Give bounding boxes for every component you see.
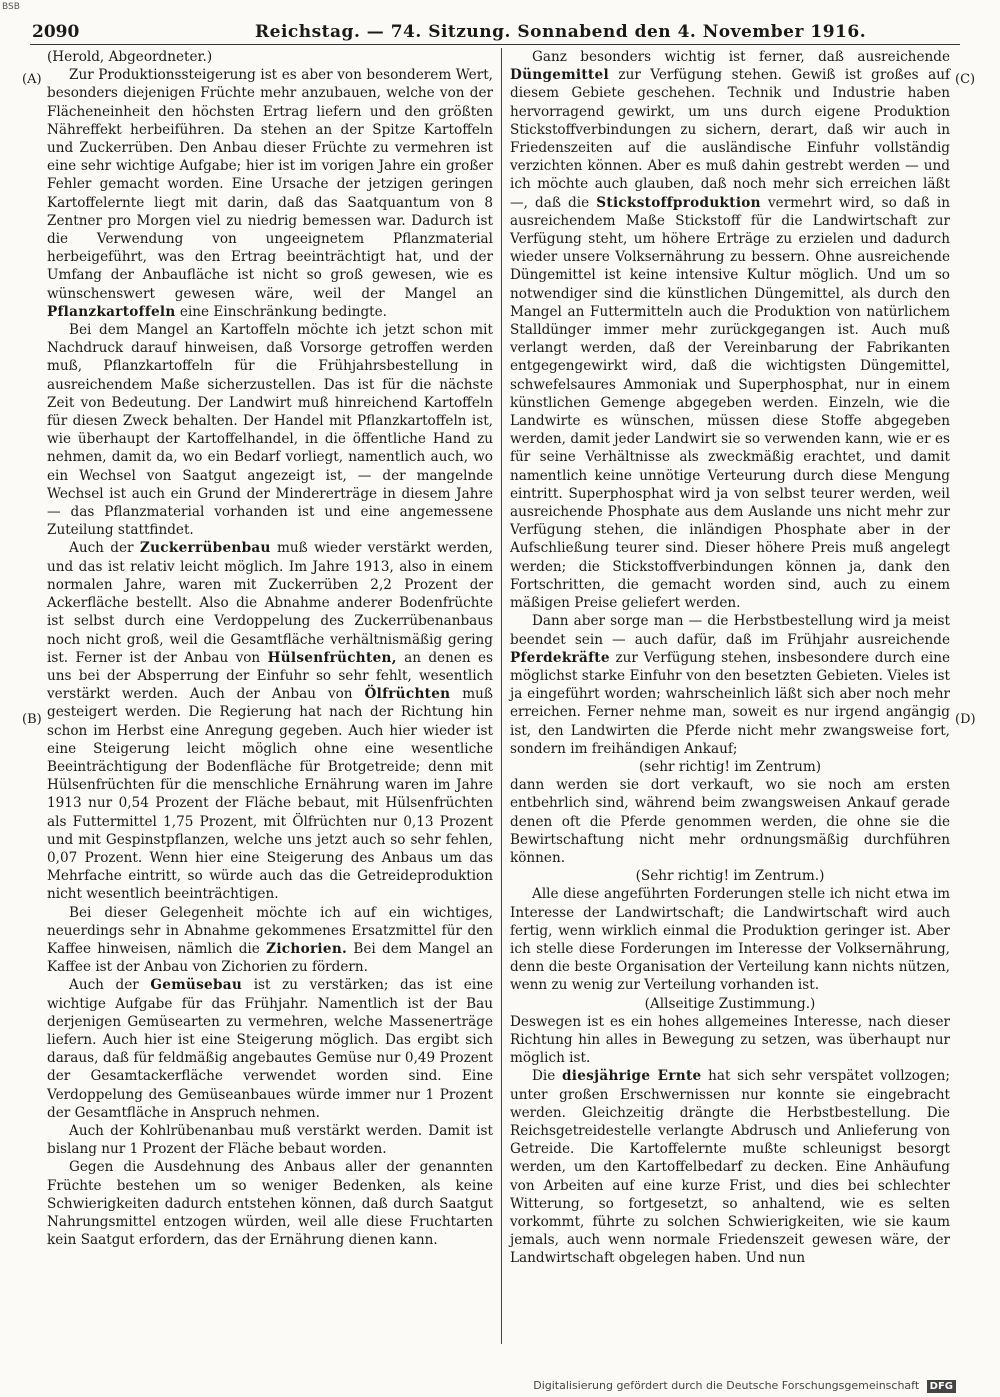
paragraph: Dann aber sorge man — die Herbstbestellung wird ja meist beendet sein — auch dafür, daß im Frühjahr ausreichende Pferdekräfte zur Verfügung stehen, insbesondere durch eine möglichst starke Einfuhr von den besetzten Gebieten. Vieles ist ja eingeführt worden; wahrscheinlich läßt sich aber noch mehr erreichen. Ferner nehme man, soweit es nur irgend angängig ist, den Landwirten die Pferde nicht mehr zwangsweise fort, sondern im freihändigen Ankauf; <box>510 613 950 757</box>
column-divider <box>501 48 502 1344</box>
paragraph: Bei dem Mangel an Kartoffeln möchte ich jetzt schon mit Nachdruck darauf hinweisen, daß Vorsorge getroffen werden muß, Pflanzkartoffeln für die Frühjahrsbestellung in ausreichendem Maße sicherzustellen. Das ist für die nächste Zeit von Bedeutung. Der Landwirt muß hinreichend Kartoffeln für diesen Zweck behalten. Der Handel mit Pflanzkartoffeln ist, wie überhaupt der Kartoffelhandel, in die öffentliche Hand zu nehmen, damit da, wo ein Bedarf vorliegt, namentlich auch, wo ein Wechsel von Saatgut angezeigt ist, — der mangelnde Wechsel ist auch ein Grund der Mindererträge in diesem Jahre — das Pflanzmaterial vorhanden ist und eine angemessene Zuteilung stattfindet. <box>47 322 493 539</box>
paragraph: Auch der Zuckerrübenbau muß wieder verstärkt werden, und das ist relativ leicht möglich. Im Jahre 1913, also in einem normalen Jahre, waren mit Zuckerrüben 2,2 Prozent der Ackerfläche bestellt. Also die Abnahme anderer Bodenfrüchte ist selbst durch eine Verdoppelung des Zuckerrübenanbaus noch nicht groß, weil die Gesamtfläche verhältnismäßig gering ist. Ferner ist der Anbau von Hülsenfrüchten, an denen es uns bei der Absperrung der Einfuhr so sehr fehlt, wesentlich verstärkt werden. Auch der Anbau von Ölfrüchten muß gesteigert werden. Die Regierung hat nach der Richtung hin schon im Herbst eine Anregung gegeben. Auch hier wieder ist eine Steigerung leicht möglich ohne eine wesentliche Beeinträchtigung der Bodenfläche für Brotgetreide; denn mit Hülsenfrüchten für die menschliche Ernährung waren im Jahre 1913 nur 0,54 Prozent der Fläche bebaut, mit Hülsenfrüchten als Futtermittel 1,75 Prozent, mit Ölfrüchten nur 0,13 Prozent und mit Gespinstpflanzen, welche uns jetzt auch so sehr fehlen, 0,07 Prozent. Wenn hier eine Steigerung des Anbaus um das Mehrfache eintritt, so würde auch das die Getreideproduktion nicht wesentlich beeinträchtigen. <box>47 540 494 903</box>
dfg-logo: DFG <box>927 1380 956 1393</box>
margin-marker-c: (C) <box>955 72 976 87</box>
page-header <box>30 22 960 45</box>
paragraph: Zur Produktionssteigerung ist es aber von besonderem Wert, besonders diejenigen Früchte mehr anzubauen, welche von der Flächeneinheit den höchsten Ertrag liefern und den größten Nähreffekt herbeiführen. Da stehen an der Spitze Kartoffeln und Zuckerrüben. Den Anbau dieser Früchte zu vermehren ist eine sehr wichtige Aufgabe; hier ist im vorigen Jahre ein großer Fehler gemacht worden. Eine Ursache der jetzigen geringen Kartoffelernte liegt mit darin, daß das Saatquantum von 8 Zentner pro Morgen viel zu niedrig bemessen war. Dadurch ist die Verwendung von ungeeignetem Pflanzmaterial herbeigeführt, was den Ertrag beeinträchtigt hat, und der Umfang der Anbaufläche ist nicht so groß gewesen, wie es wünschenswert gewesen wäre, weil der Mangel an Pflanzkartoffeln eine Einschränkung bedingte. <box>47 67 493 320</box>
paragraph: dann werden sie dort verkauft, wo sie noch am ersten entbehrlich sind, während beim zwangsweisen Ankauf gerade denen oft die Pferde genommen werden, die ohne sie die Bewirtschaftung nicht mehr ordnungsmäßig durchführen können. <box>510 777 950 866</box>
footer-credit <box>533 1379 956 1393</box>
page-number: 2090 <box>32 22 80 42</box>
interjection: (Sehr richtig! im Zentrum.) <box>635 868 825 885</box>
paragraph: Bei dieser Gelegenheit möchte ich auf ein wichtiges, neuerdings sehr in Abnahme gekommenes Ersatzmittel für den Kaffee hinweisen, nämlich die Zichorien. Bei dem Mangel an Kaffee ist der Anbau von Zichorien zu fördern. <box>47 904 493 976</box>
running-head: Reichstag. — 74. Sitzung. Sonnabend den 4. November 1916. <box>255 22 867 42</box>
right-column <box>510 48 950 1268</box>
margin-marker-d: (D) <box>955 712 976 727</box>
margin-marker-a: (A) <box>22 72 42 87</box>
left-column <box>47 48 493 1249</box>
paragraph: Deswegen ist es ein hohes allgemeines Interesse, nach dieser Richtung hin alles in Bewegung zu setzen, was überhaupt nur möglich ist. <box>510 1013 950 1067</box>
paragraph: Die diesjährige Ernte hat sich sehr verspätet vollzogen; unter großen Erschwernissen nur konnte sie eingebracht werden. Gleichzeitig drängte die Herbstbestellung. Die Reichsgetreidestelle verlangte Abdrusch und Anlieferung von Getreide. Die Kartoffelernte mußte schleunigst besorgt werden, um den Kartoffelbedarf zu decken. Eine Anhäufung von Arbeiten auf eine kurze Frist, und dies bei schlechter Witterung, so fortgesetzt, so anhaltend, wie es selten vorkommt, führte zu solchen Schwierigkeiten, wie sie kaum jemals, auch wenn normale Friedenszeit gewesen wäre, der Landwirtschaft obgelegen haben. Und nun <box>510 1068 951 1267</box>
paragraph: Ganz besonders wichtig ist ferner, daß ausreichende Düngemittel zur Verfügung stehen. Gewiß ist großes auf diesem Gebiete geschehen. Technik und Industrie haben hervorragend gewirkt, um uns durch eigene Produktion Stickstoffverbindungen zu sichern, derart, daß wir auch in Friedenszeiten auf die ausländische Einfuhr vollständig verzichten können. Aber es muß dahin gestrebt werden — und ich möchte auch glauben, daß noch mehr sich erreichen läßt —, daß die Stickstoffproduktion vermehrt wird, so daß in ausreichendem Maße Stickstoff für die Landwirtschaft zur Verfügung steht, um höhere Erträge zu erzielen und dadurch wieder unsere Volksernährung zu bessern. Ohne ausreichende Düngemittel ist keine intensive Kultur möglich. Und um so notwendiger sind die künstlichen Düngemittel, als durch den Mangel an Futtermitteln auch die Produktion von natürlichem Stalldünger immer mehr zurückgegangen ist. Auch muß verlangt werden, daß der Vereinbarung der Fabrikanten entgegengewirkt wird, daß die wichtigsten Düngemittel, schwefelsaures Ammoniak und Superphosphat, nur in einem künstlichen Gemenge abgegeben werden. Einzeln, wie die Landwirte es wünschen, müssen diese Stoffe abgegeben werden, damit jeder Landwirt sie so verwenden kann, wie er es für seine Verhältnisse als zweckmäßig erachtet, und damit namentlich keine unnötige Verteurung durch diese Mengung eintritt. Superphosphat wird ja von selbst teurer werden, weil ausreichende Phosphate aus dem Auslande uns nicht mehr zur Verfügung stehen, die inländigen Phosphate aber in der Aufschließung teurer sind. Dieser höhere Preis muß angelegt werden; die Stickstoffverbindungen können ja, dank den Fortschritten, die gemacht worden sind, auch zu einem mäßigen Preise geliefert werden. <box>510 49 950 612</box>
interjection: (Allseitige Zustimmung.) <box>644 995 816 1012</box>
footer-text: Digitalisierung gefördert durch die Deutsche Forschungsgemeinschaft <box>533 1379 920 1392</box>
paragraph: Auch der Gemüsebau ist zu verstärken; das ist eine wichtige Aufgabe für das Frühjahr. Namentlich ist der Bau derjenigen Gemüsearten zu vermehren, welche Massenerträge liefern. Auch hier ist eine Steigerung möglich. Das ergibt sich daraus, daß für feldmäßig angebautes Gemüse nur 0,49 Prozent der Gesamtackerfläche verwendet worden sind. Eine Verdoppelung des Gemüseanbaues würde immer nur 1 Prozent der Gesamtfläche in Anspruch nehmen. <box>47 977 493 1121</box>
paragraph: Gegen die Ausdehnung des Anbaus aller der genannten Früchte bestehen um so weniger Bedenken, als keine Schwierigkeiten dadurch entstehen können, daß durch Saatgut Nahrungsmittel entzogen würden, weil alle diese Fruchtarten kein Saatgut erfordern, das der Ernährung dienen kann. <box>47 1159 493 1249</box>
interjection: (sehr richtig! im Zentrum) <box>638 758 822 775</box>
speaker-line: (Herold, Abgeordneter.) <box>47 49 213 65</box>
margin-marker-b: (B) <box>22 712 42 727</box>
library-stamp: BSB <box>2 2 20 12</box>
paragraph: Auch der Kohlrübenanbau muß verstärkt werden. Damit ist bislang nur 1 Prozent der Fläche bebaut worden. <box>47 1122 493 1158</box>
paragraph: Alle diese angeführten Forderungen stelle ich nicht etwa im Interesse der Landwirtschaft; die Landwirtschaft wird auch fertig, wenn wirklich einmal die Produktion geringer ist. Aber ich stelle diese Forderungen im Interesse der Volksernährung, denn die beste Organisation der Verteilung kann nichts nützen, wenn zu wenig zur Verteilung vorhanden ist. <box>510 886 950 994</box>
